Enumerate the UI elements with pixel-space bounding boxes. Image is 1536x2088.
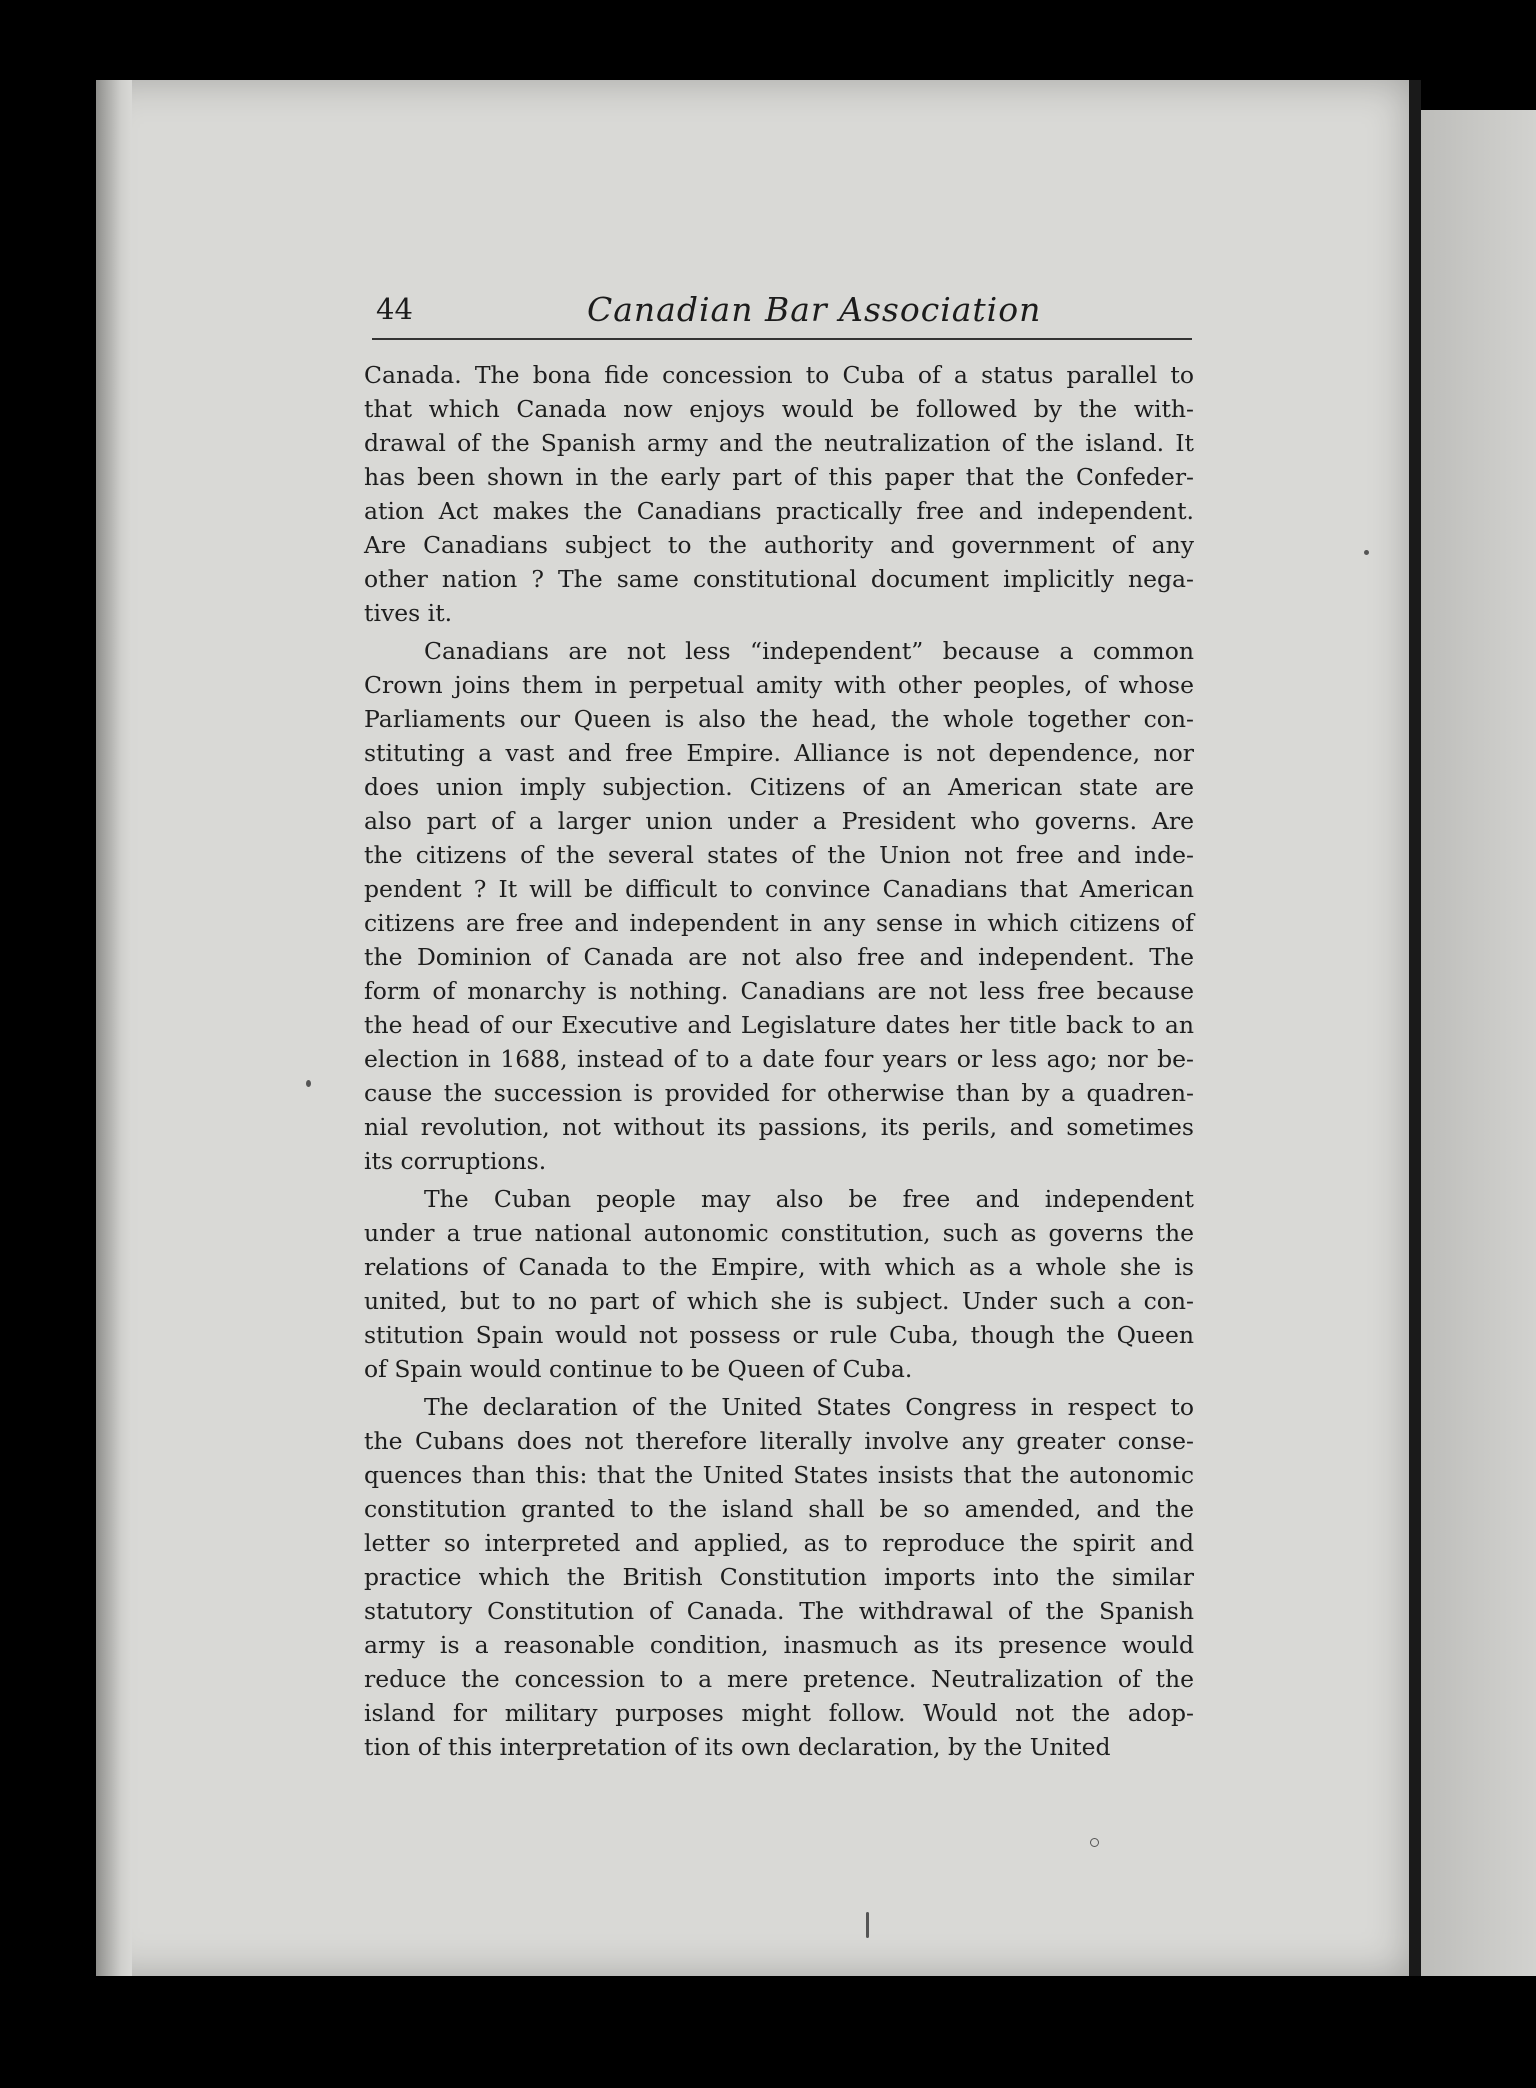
- text-line: reduce the concession to a mere pretence. Neutralization of the: [364, 1665, 1194, 1693]
- page-header: [372, 292, 1192, 340]
- text-line: election in 1688, instead of to a date four years or less ago; nor be-: [364, 1045, 1194, 1073]
- page-gutter-shadow: [96, 80, 132, 1976]
- text-line: the Cubans does not therefore literally involve any greater conse-: [364, 1427, 1194, 1455]
- paragraph: [364, 1182, 1194, 1386]
- paragraph: [364, 634, 1194, 1178]
- adjacent-page-edge: [1421, 110, 1536, 1976]
- text-line: stituting a vast and free Empire. Alliance is not dependence, nor: [364, 739, 1194, 767]
- text-line: tion of this interpretation of its own declaration, by the United: [364, 1733, 1111, 1761]
- text-line: relations of Canada to the Empire, with which as a whole she is: [364, 1253, 1194, 1281]
- text-line: Canada. The bona fide concession to Cuba of a status parallel to: [364, 361, 1194, 389]
- text-line: does union imply subjection. Citizens of an American state are: [364, 773, 1194, 801]
- text-line: quences than this: that the United States insists that the autonomic: [364, 1461, 1194, 1489]
- text-line: also part of a larger union under a President who governs. Are: [364, 807, 1194, 835]
- text-line: The declaration of the United States Congress in respect to: [424, 1393, 1194, 1421]
- running-title: Canadian Bar Association: [587, 290, 1042, 329]
- body-text: [364, 358, 1194, 1764]
- text-line: pendent ? It will be difficult to convince Canadians that American: [364, 875, 1194, 903]
- book-spine: [1409, 80, 1421, 1976]
- text-line: practice which the British Constitution imports into the similar: [364, 1563, 1194, 1591]
- text-line: the head of our Executive and Legislature dates her title back to an: [364, 1011, 1194, 1039]
- text-line: stitution Spain would not possess or rule Cuba, though the Queen: [364, 1321, 1194, 1349]
- text-line: cause the succession is provided for otherwise than by a quadren-: [364, 1079, 1194, 1107]
- text-line: Canadians are not less “independent” because a common: [424, 637, 1194, 665]
- text-line: has been shown in the early part of this paper that the Confeder-: [364, 463, 1194, 491]
- text-line: the Dominion of Canada are not also free and independent. The: [364, 943, 1194, 971]
- page-number: 44: [376, 292, 413, 326]
- text-line: other nation ? The same constitutional document implicitly nega-: [364, 565, 1194, 593]
- text-line: drawal of the Spanish army and the neutralization of the island. It: [364, 429, 1194, 457]
- text-line: Parliaments our Queen is also the head, the whole together con-: [364, 705, 1194, 733]
- text-line: citizens are free and independent in any sense in which citizens of: [364, 909, 1194, 937]
- text-line: island for military purposes might follow. Would not the adop-: [364, 1699, 1194, 1727]
- text-line: under a true national autonomic constitution, such as governs the: [364, 1219, 1194, 1247]
- text-line: united, but to no part of which she is subject. Under such a con-: [364, 1287, 1194, 1315]
- text-line: the citizens of the several states of the Union not free and inde-: [364, 841, 1194, 869]
- scan-speck: [1364, 550, 1369, 555]
- paragraph: [364, 358, 1194, 630]
- text-line: Are Canadians subject to the authority and government of any: [364, 531, 1194, 559]
- text-line: its corruptions.: [364, 1147, 547, 1175]
- text-line: army is a reasonable condition, inasmuch as its presence would: [364, 1631, 1194, 1659]
- text-line: form of monarchy is nothing. Canadians are not less free because: [364, 977, 1194, 1005]
- scan-speck: [866, 1912, 869, 1938]
- scan-speck: [1090, 1838, 1099, 1847]
- text-line: letter so interpreted and applied, as to reproduce the spirit and: [364, 1529, 1194, 1557]
- text-line: statutory Constitution of Canada. The withdrawal of the Spanish: [364, 1597, 1194, 1625]
- text-line: tives it.: [364, 599, 453, 627]
- paragraph: [364, 1390, 1194, 1764]
- text-line: Crown joins them in perpetual amity with other peoples, of whose: [364, 671, 1194, 699]
- text-line: that which Canada now enjoys would be followed by the with-: [364, 395, 1194, 423]
- text-line: nial revolution, not without its passions, its perils, and sometimes: [364, 1113, 1194, 1141]
- scan-speck: [306, 1080, 311, 1087]
- text-line: The Cuban people may also be free and independent: [424, 1185, 1194, 1213]
- text-line: ation Act makes the Canadians practically free and independent.: [364, 497, 1194, 525]
- text-line: of Spain would continue to be Queen of Cuba.: [364, 1355, 913, 1383]
- text-line: constitution granted to the island shall be so amended, and the: [364, 1495, 1194, 1523]
